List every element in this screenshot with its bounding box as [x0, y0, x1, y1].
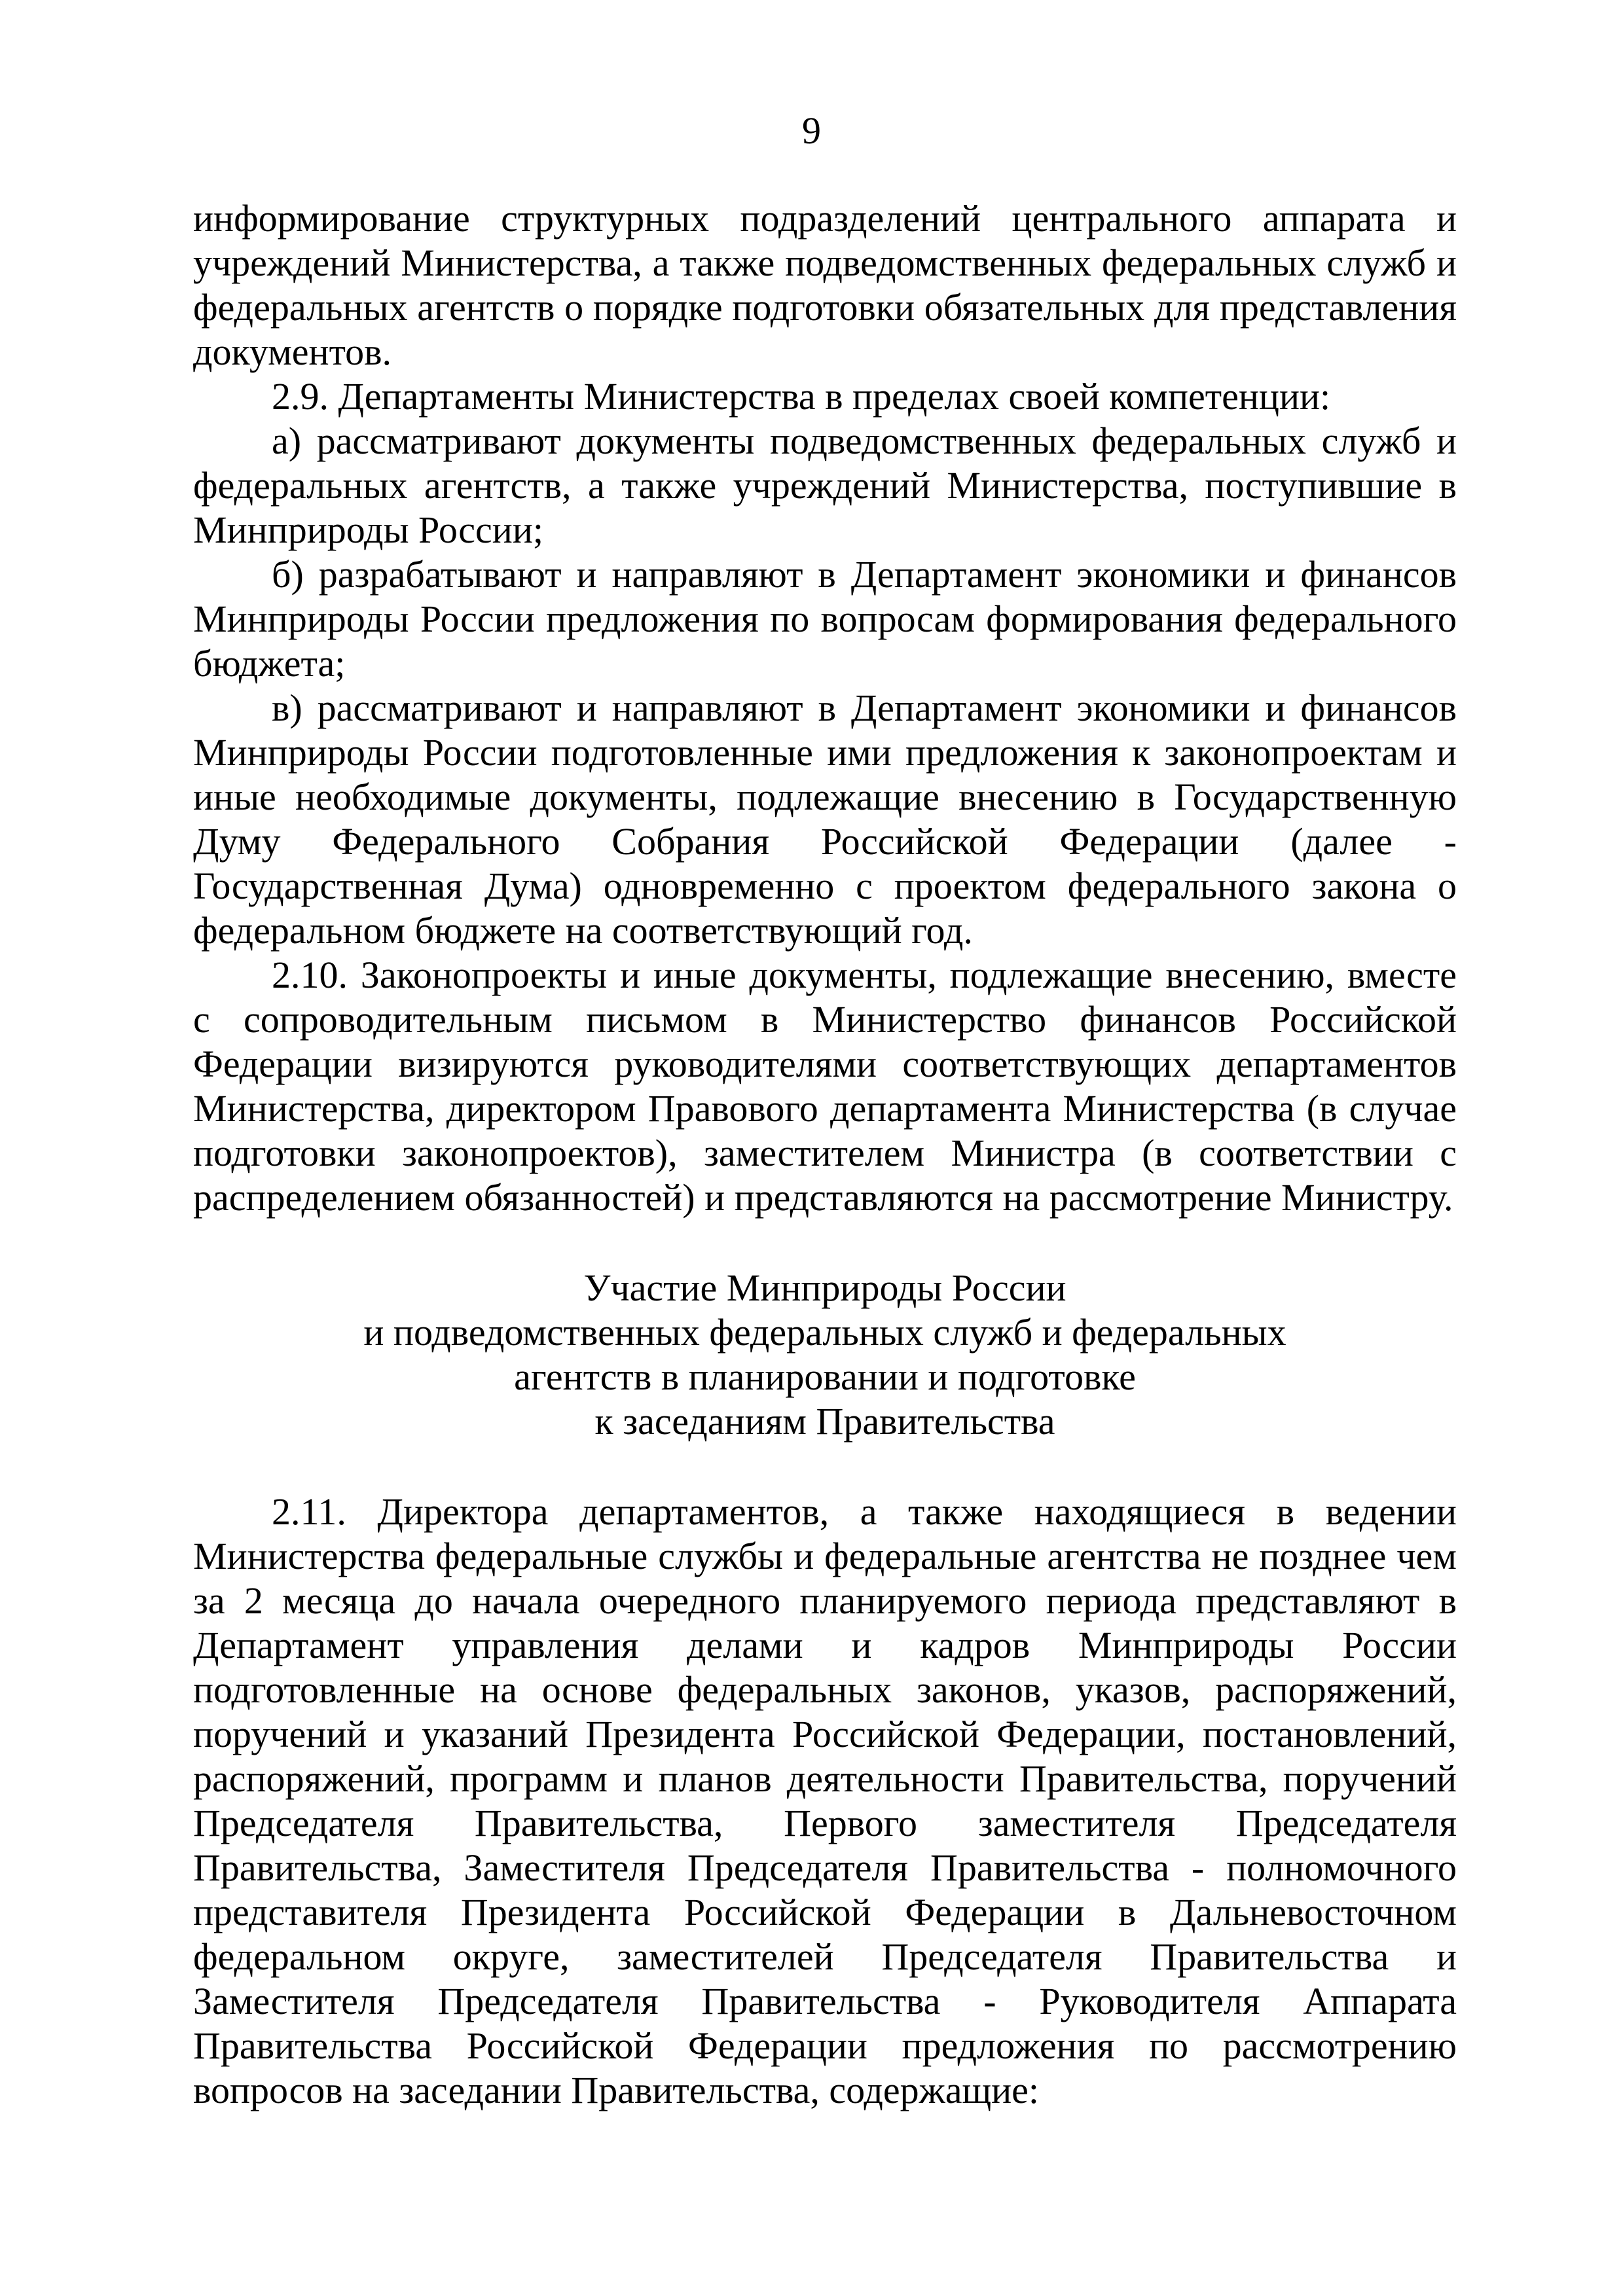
- paragraph-2-10: 2.10. Законопроекты и иные документы, подлежащие внесению, вместе с сопроводительным письмом в Министерство финансов Российской Федерации визируются руководителями соответствующих департаментов Министерства, директором Правового департамента Министерства (в случае подготовки законопроектов), заместителем Министра (в соответствии с распределением обязанностей) и представляются на рассмотрение Министру.: [193, 954, 1457, 1219]
- section-heading: [193, 1266, 1457, 1444]
- section-heading-line-1: Участие Минприроды России: [583, 1266, 1067, 1309]
- paragraph-2-11: 2.11. Директора департаментов, а также находящиеся в ведении Министерства федеральные службы и федеральные агентства не позднее чем за 2 месяца до начала очередного планируемого периода представляют в Департамент управления делами и кадров Минприроды России подготовленные на основе федеральных законов, указов, распоряжений, поручений и указаний Президента Российской Федерации, постановлений, распоряжений, программ и планов деятельности Правительства, поручений Председателя Правительства, Первого заместителя Председателя Правительства, Заместителя Председателя Правительства - полномочного представителя Президента Российской Федерации в Дальневосточном федеральном округе, заместителей Председателя Правительства и Заместителя Председателя Правительства - Руководителя Аппарата Правительства Российской Федерации предложения по рассмотрению вопросов на заседании Правительства, содержащие:: [193, 1490, 1457, 2111]
- section-heading-line-3: агентств в планировании и подготовке: [514, 1355, 1136, 1398]
- section-heading-line-2: и подведомственных федеральных служб и федеральных: [363, 1311, 1286, 1354]
- paragraph-2-9-b: б) разрабатывают и направляют в Департамент экономики и финансов Минприроды России предложения по вопросам формирования федерального бюджета;: [193, 553, 1457, 685]
- paragraph-2-9: 2.9. Департаменты Министерства в пределах своей компетенции:: [272, 375, 1331, 418]
- page-number: 9: [802, 109, 821, 152]
- section-heading-line-4: к заседаниям Правительства: [594, 1400, 1055, 1443]
- paragraph-2-9-a: а) рассматривают документы подведомственных федеральных служб и федеральных агентств, а также учреждений Министерства, поступившие в Минприроды России;: [193, 420, 1457, 551]
- document-body: [193, 196, 1457, 2113]
- paragraph-informing: информирование структурных подразделений центрального аппарата и учреждений Министерства, а также подведомственных федеральных служб и федеральных агентств о порядке подготовки обязательных для представления документов.: [193, 197, 1457, 373]
- paragraph-2-9-c: в) рассматривают и направляют в Департамент экономики и финансов Минприроды России подготовленные ими предложения к законопроектам и иные необходимые документы, подлежащие внесению в Государственную Думу Федерального Собрания Российской Федерации (далее - Государственная Дума) одновременно с проектом федерального закона о федеральном бюджете на соответствующий год.: [193, 687, 1457, 952]
